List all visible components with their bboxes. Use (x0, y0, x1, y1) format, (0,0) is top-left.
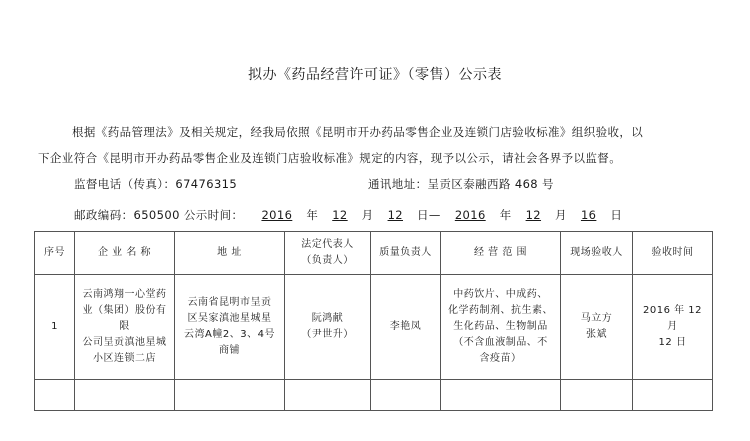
end-month: 12 (525, 208, 542, 222)
cell-name: 云南鸿翔一心堂药 业（集团）股份有限 公司呈贡滇池星城 小区连锁二店 (75, 275, 175, 380)
header-name: 企 业 名 称 (75, 232, 175, 275)
year-char: 年 (499, 208, 512, 222)
cell-address: 云南省昆明市呈贡 区吴家滇池星城星 云湾A幢2、3、4号 商铺 (175, 275, 285, 380)
header-quality: 质量负责人 (371, 232, 441, 275)
license-table (34, 231, 713, 411)
empty-cell (75, 380, 175, 411)
end-year: 2016 (454, 208, 486, 222)
phone-label: 监督电话（传真）： (74, 177, 176, 191)
cell-legal-rep: 阮鸿献 （尹世升） (285, 275, 371, 380)
cell-scope: 中药饮片、中成药、 化学药制剂、抗生素、 生化药品、生物制品 （不含血液制品、不 含疫苗） (441, 275, 561, 380)
month-char: 月 (361, 208, 374, 222)
date-dash: — (428, 208, 441, 222)
cell-no: 1 (35, 275, 75, 380)
phone-value: 67476315 (175, 177, 238, 191)
empty-cell (175, 380, 285, 411)
cell-quality: 李艳凤 (371, 275, 441, 380)
empty-cell (633, 380, 713, 411)
day-char: 日 (610, 208, 623, 222)
year-char: 年 (306, 208, 319, 222)
time-label: 公示时间： (183, 208, 244, 222)
postcode-value: 650500 (133, 208, 180, 222)
header-date: 验收时间 (633, 232, 713, 275)
address-label: 通讯地址： (368, 177, 428, 191)
intro-line-2: 下企业符合《昆明市开办药品零售企业及连锁门店验收标准》规定的内容，现予以公示，请社会各界予以监督。 (38, 151, 622, 165)
empty-cell (285, 380, 371, 411)
header-no: 序号 (35, 232, 75, 275)
table-row (35, 275, 713, 380)
address-value: 呈贡区泰融西路 468 号 (427, 177, 554, 191)
table-row-empty (35, 380, 713, 411)
postcode-time-row (74, 207, 622, 223)
empty-cell (561, 380, 633, 411)
header-legal-rep: 法定代表人 （负责人） (285, 232, 371, 275)
cell-date: 2016 年 12 月 12 日 (633, 275, 713, 380)
address-row (368, 176, 554, 192)
empty-cell (371, 380, 441, 411)
header-inspectors: 现场验收人 (561, 232, 633, 275)
page-title: 拟办《药品经营许可证》（零售）公示表 (248, 67, 502, 83)
empty-cell (35, 380, 75, 411)
header-address: 地 址 (175, 232, 285, 275)
day-char: 日 (417, 208, 429, 222)
phone-row (74, 176, 237, 192)
start-month: 12 (332, 208, 348, 222)
header-scope: 经 营 范 围 (441, 232, 561, 275)
cell-inspectors: 马立方 张斌 (561, 275, 633, 380)
table-header-row (35, 232, 713, 275)
postcode-label: 邮政编码： (74, 208, 134, 222)
month-char: 月 (555, 208, 567, 222)
empty-cell (441, 380, 561, 411)
start-year: 2016 (261, 208, 293, 222)
end-day: 16 (580, 208, 597, 222)
start-day: 12 (387, 208, 403, 222)
intro-line-1: 根据《药品管理法》及相关规定，经我局依照《昆明市开办药品零售企业及连锁门店验收标准》组织验收，以 (72, 125, 644, 139)
